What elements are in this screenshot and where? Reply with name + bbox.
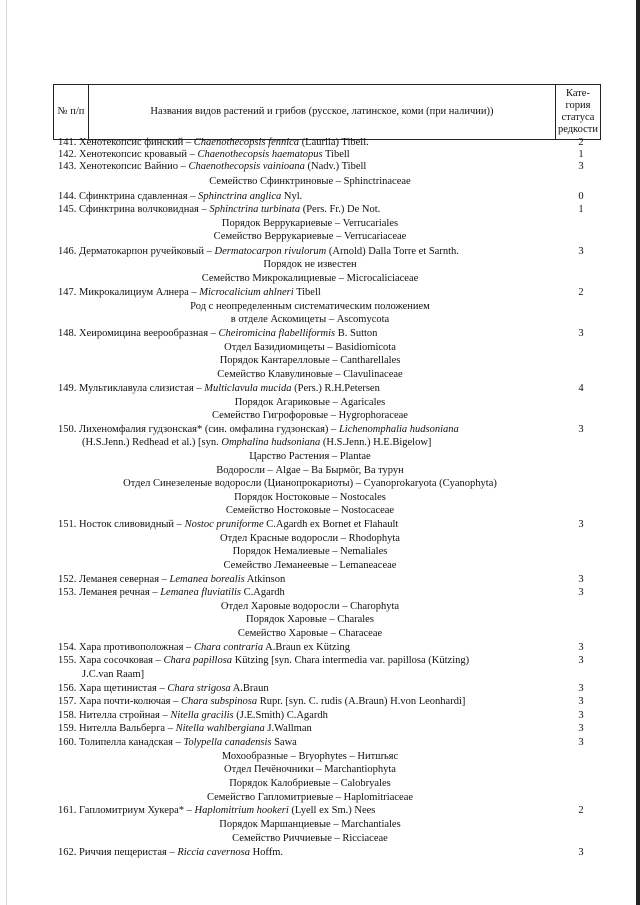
author-citation: (Nadv.) Tibell xyxy=(304,161,367,172)
entry-number: 143. xyxy=(58,161,79,172)
russian-name: Толипелла канадская – xyxy=(79,737,184,748)
russian-name: Гапломитриум Хукера* – xyxy=(79,805,195,816)
taxon-heading: Семейство Ностоковые – Nostocaceae xyxy=(225,505,395,516)
taxon-heading: Семейство Веррукариевые – Verrucariaceae xyxy=(213,231,407,242)
species-entry xyxy=(58,587,558,599)
russian-name: Леманея речная – xyxy=(79,587,161,598)
russian-name: Риччия пещеристая – xyxy=(79,847,178,858)
entry-number: 151. xyxy=(58,519,79,530)
species-entry xyxy=(58,655,558,667)
header-category: Кате-гория статуса редкости xyxy=(555,85,600,140)
rarity-category: 3 xyxy=(578,710,584,721)
header-number: № п/п xyxy=(54,85,89,140)
rarity-category: 2 xyxy=(578,287,584,298)
russian-name: Хара щетинистая – xyxy=(79,683,168,694)
rarity-category: 1 xyxy=(578,204,584,215)
latin-name: Nitella gracilis xyxy=(170,710,234,721)
entry-number: 161. xyxy=(58,805,79,816)
rarity-category: 3 xyxy=(578,737,584,748)
latin-name: Sphinctrina anglica xyxy=(198,191,282,202)
author-citation: (Lyell ex Sm.) Nees xyxy=(288,805,376,816)
entry-number: 156. xyxy=(58,683,79,694)
species-entry xyxy=(58,287,558,299)
rarity-category: 3 xyxy=(578,696,584,707)
russian-name: Хара противоположная – xyxy=(79,642,194,653)
species-entry xyxy=(58,683,558,695)
entry-number: 154. xyxy=(58,642,79,653)
entry-number: 148. xyxy=(58,328,79,339)
species-entry xyxy=(58,149,558,161)
taxon-heading: Отдел Харовые водоросли – Charophyta xyxy=(220,601,400,612)
latin-name: Chara contraria xyxy=(193,642,264,653)
latin-name: Cheiromicina flabelliformis xyxy=(218,328,336,339)
russian-name: Хенотекопсис кровавый – xyxy=(79,149,198,160)
author-citation: J.Wallman xyxy=(264,723,312,734)
author-citation: (Pers. Fr.) De Not. xyxy=(300,204,381,215)
rarity-category: 1 xyxy=(578,149,584,160)
taxon-heading: Порядок Немалиевые – Nemaliales xyxy=(232,546,388,557)
species-continuation xyxy=(82,669,582,681)
species-entry xyxy=(58,847,558,859)
author-citation: A.Braun ex Kützing xyxy=(263,642,350,653)
latin-name: Sphinctrina turbinata xyxy=(209,204,301,215)
rarity-category: 3 xyxy=(578,519,584,530)
species-entry xyxy=(58,383,558,395)
russian-name: Хара почти-колючая – xyxy=(79,696,181,707)
latin-name: Chara subspinosa xyxy=(181,696,258,707)
taxon-heading: Порядок Маршанциевые – Marchantiales xyxy=(219,819,401,830)
taxon-heading: Отдел Печёночники – Marchantiophyta xyxy=(224,764,396,775)
author-citation: B. Sutton xyxy=(335,328,378,339)
taxon-heading: Царство Растения – Plantae xyxy=(249,451,371,462)
taxon-heading: Семейство Микрокалициевые – Microcaliciaceae xyxy=(201,273,419,284)
author-citation: Sawa xyxy=(271,737,297,748)
rarity-category: 3 xyxy=(578,587,584,598)
entry-number: 159. xyxy=(58,723,79,734)
rarity-category: 3 xyxy=(578,683,584,694)
taxon-heading: Семейство Сфинктриновые – Sphinctrinaceae xyxy=(209,176,411,187)
russian-name: Хеиромицина веерообразная – xyxy=(79,328,219,339)
rarity-category: 3 xyxy=(578,424,584,435)
entry-number: 157. xyxy=(58,696,79,707)
page-edge-left xyxy=(6,0,7,905)
entry-number: 155. xyxy=(58,655,79,666)
russian-name: Хенотекопсис финский – xyxy=(79,137,194,148)
taxon-heading: Мохообразные – Bryophytes – Нитшъяс xyxy=(221,751,399,762)
russian-name: Носток сливовидный – xyxy=(79,519,185,530)
species-entry xyxy=(58,328,558,340)
species-entry xyxy=(58,137,558,149)
russian-name: Сфинктрина сдавленная – xyxy=(79,191,199,202)
author-citation: (Pers.) R.H.Petersen xyxy=(291,383,380,394)
taxon-heading: Порядок не известен xyxy=(263,259,357,270)
taxon-heading: Семейство Гапломитриевые – Haplomitriaceae xyxy=(206,792,414,803)
entry-number: 146. xyxy=(58,246,79,257)
taxon-heading: Семейство Леманеевые – Lemaneaceae xyxy=(223,560,397,571)
entry-number: 144. xyxy=(58,191,79,202)
entry-number: 147. xyxy=(58,287,79,298)
latin-name: Lichenomphalia hudsoniana xyxy=(338,424,459,435)
rarity-category: 3 xyxy=(578,655,584,666)
continuation-text: (H.S.Jenn.) H.E.Bigelow] xyxy=(320,437,432,448)
latin-name: Lemanea fluviatilis xyxy=(160,587,242,598)
taxon-heading: Род с неопределенным систематическим положением xyxy=(190,301,430,312)
entry-number: 150. xyxy=(58,424,79,435)
continuation-text: J.C.van Raam] xyxy=(82,669,145,680)
entry-number: 141. xyxy=(58,137,79,148)
author-citation: Atkinson xyxy=(244,574,286,585)
latin-name: Multiclavula mucida xyxy=(204,383,292,394)
species-entry xyxy=(58,519,558,531)
species-entry xyxy=(58,723,558,735)
rarity-category: 3 xyxy=(578,574,584,585)
rarity-category: 3 xyxy=(578,642,584,653)
latin-name: Tolypella canadensis xyxy=(183,737,272,748)
latin-name: Chara papillosa xyxy=(163,655,233,666)
latin-name: Chaenothecopsis haematopus xyxy=(197,149,323,160)
latin-name: Chaenothecopsis fennica xyxy=(193,137,300,148)
latin-name: Chaenothecopsis vainioana xyxy=(188,161,305,172)
latin-name: Chara strigosa xyxy=(167,683,231,694)
author-citation: Kützing [syn. Chara intermedia var. papillosa (Kützing) xyxy=(232,655,470,666)
taxon-heading: Отдел Базидиомицеты – Basidiomicota xyxy=(224,342,396,353)
russian-name: Лихеномфалия гудзонская* (син. омфалина гудзонская) – xyxy=(79,424,339,435)
species-entry xyxy=(58,642,558,654)
taxon-heading: Отдел Красные водоросли – Rhodophyta xyxy=(220,533,400,544)
species-entry xyxy=(58,710,558,722)
species-entry xyxy=(58,246,558,258)
author-citation: C.Agardh xyxy=(241,587,285,598)
entry-number: 162. xyxy=(58,847,79,858)
taxon-heading: Водоросли – Algae – Ва Бырмӧг, Ва турун xyxy=(216,465,404,476)
russian-name: Микрокалициум Алнера – xyxy=(79,287,200,298)
latin-name: Nitella wahlbergiana xyxy=(175,723,265,734)
rarity-category: 3 xyxy=(578,847,584,858)
table-header xyxy=(53,84,601,140)
entry-number: 153. xyxy=(58,587,79,598)
taxon-heading: Отдел Синезеленые водоросли (Цианопрокариоты) – Cyanoprokaryota (Cyanophyta) xyxy=(123,478,497,489)
rarity-category: 3 xyxy=(578,161,584,172)
russian-name: Леманея северная – xyxy=(79,574,170,585)
author-citation: (J.E.Smith) C.Agardh xyxy=(233,710,328,721)
species-entry xyxy=(58,574,558,586)
author-citation: Nyl. xyxy=(281,191,303,202)
author-citation: (Arnold) Dalla Torre et Sarnth. xyxy=(326,246,459,257)
taxon-heading: Семейство Гигрофоровые – Hygrophoraceae xyxy=(212,410,408,421)
russian-name: Нителла Вальберга – xyxy=(79,723,176,734)
continuation-text: (H.S.Jenn.) Redhead et al.) [syn. xyxy=(82,437,222,448)
species-entry xyxy=(58,204,558,216)
taxon-heading: Семейство Риччиевые – Ricciaceae xyxy=(232,833,388,844)
species-entry xyxy=(58,424,558,436)
species-entry xyxy=(58,161,558,173)
synonym-latin-name: Omphalina hudsoniana xyxy=(221,437,321,448)
entry-number: 142. xyxy=(58,149,79,160)
entry-number: 158. xyxy=(58,710,79,721)
species-entry xyxy=(58,696,558,708)
entry-number: 145. xyxy=(58,204,79,215)
taxon-heading: Порядок Харовые – Charales xyxy=(246,614,374,625)
taxon-heading: Порядок Агариковые – Agaricales xyxy=(234,397,386,408)
latin-name: Nostoc pruniforme xyxy=(184,519,264,530)
rarity-category: 2 xyxy=(578,805,584,816)
latin-name: Microcalicium ahlneri xyxy=(199,287,294,298)
species-continuation xyxy=(82,437,582,449)
russian-name: Нителла стройная – xyxy=(79,710,171,721)
entry-number: 160. xyxy=(58,737,79,748)
rarity-category: 2 xyxy=(578,137,584,148)
taxon-heading: Порядок Ностоковые – Nostocales xyxy=(234,492,386,503)
russian-name: Хенотекопсис Вайнио – xyxy=(79,161,189,172)
author-citation: A.Braun xyxy=(230,683,269,694)
taxon-heading: в отделе Аскомицеты – Ascomycota xyxy=(230,314,390,325)
entry-number: 152. xyxy=(58,574,79,585)
entry-number: 149. xyxy=(58,383,79,394)
page-edge-right xyxy=(636,0,640,905)
species-entry xyxy=(58,191,558,203)
rarity-category: 3 xyxy=(578,246,584,257)
taxon-heading: Семейство Харовые – Characeae xyxy=(237,628,383,639)
species-entry xyxy=(58,805,558,817)
taxon-heading: Семейство Клавулиновые – Clavulinaceae xyxy=(217,369,403,380)
species-entry xyxy=(58,737,558,749)
author-citation: Tibell xyxy=(293,287,321,298)
russian-name: Мультиклавула слизистая – xyxy=(79,383,205,394)
author-citation: (Laurila) Tibell. xyxy=(299,137,369,148)
rarity-category: 3 xyxy=(578,328,584,339)
author-citation: Tibell xyxy=(322,149,350,160)
russian-name: Хара сосочковая – xyxy=(79,655,164,666)
header-species-name: Названия видов растений и грибов (русское, латинское, коми (при наличии)) xyxy=(89,85,556,140)
rarity-category: 0 xyxy=(578,191,584,202)
author-citation: Rupr. [syn. C. rudis (A.Braun) H.von Leonhardi] xyxy=(257,696,466,707)
taxon-heading: Порядок Кантарелловые – Cantharellales xyxy=(219,355,401,366)
latin-name: Haplomitrium hookeri xyxy=(194,805,289,816)
rarity-category: 4 xyxy=(578,383,584,394)
taxon-heading: Порядок Калобриевые – Calobryales xyxy=(229,778,391,789)
latin-name: Lemanea borealis xyxy=(169,574,245,585)
rarity-category: 3 xyxy=(578,723,584,734)
author-citation: Hoffm. xyxy=(249,847,284,858)
author-citation: C.Agardh ex Bornet et Flahault xyxy=(263,519,399,530)
russian-name: Дерматокарпон ручейковый – xyxy=(79,246,215,257)
latin-name: Riccia cavernosa xyxy=(177,847,250,858)
latin-name: Dermatocarpon rivulorum xyxy=(214,246,327,257)
russian-name: Сфинктрина волчковидная – xyxy=(79,204,210,215)
taxon-heading: Порядок Веррукариевые – Verrucariales xyxy=(221,218,399,229)
